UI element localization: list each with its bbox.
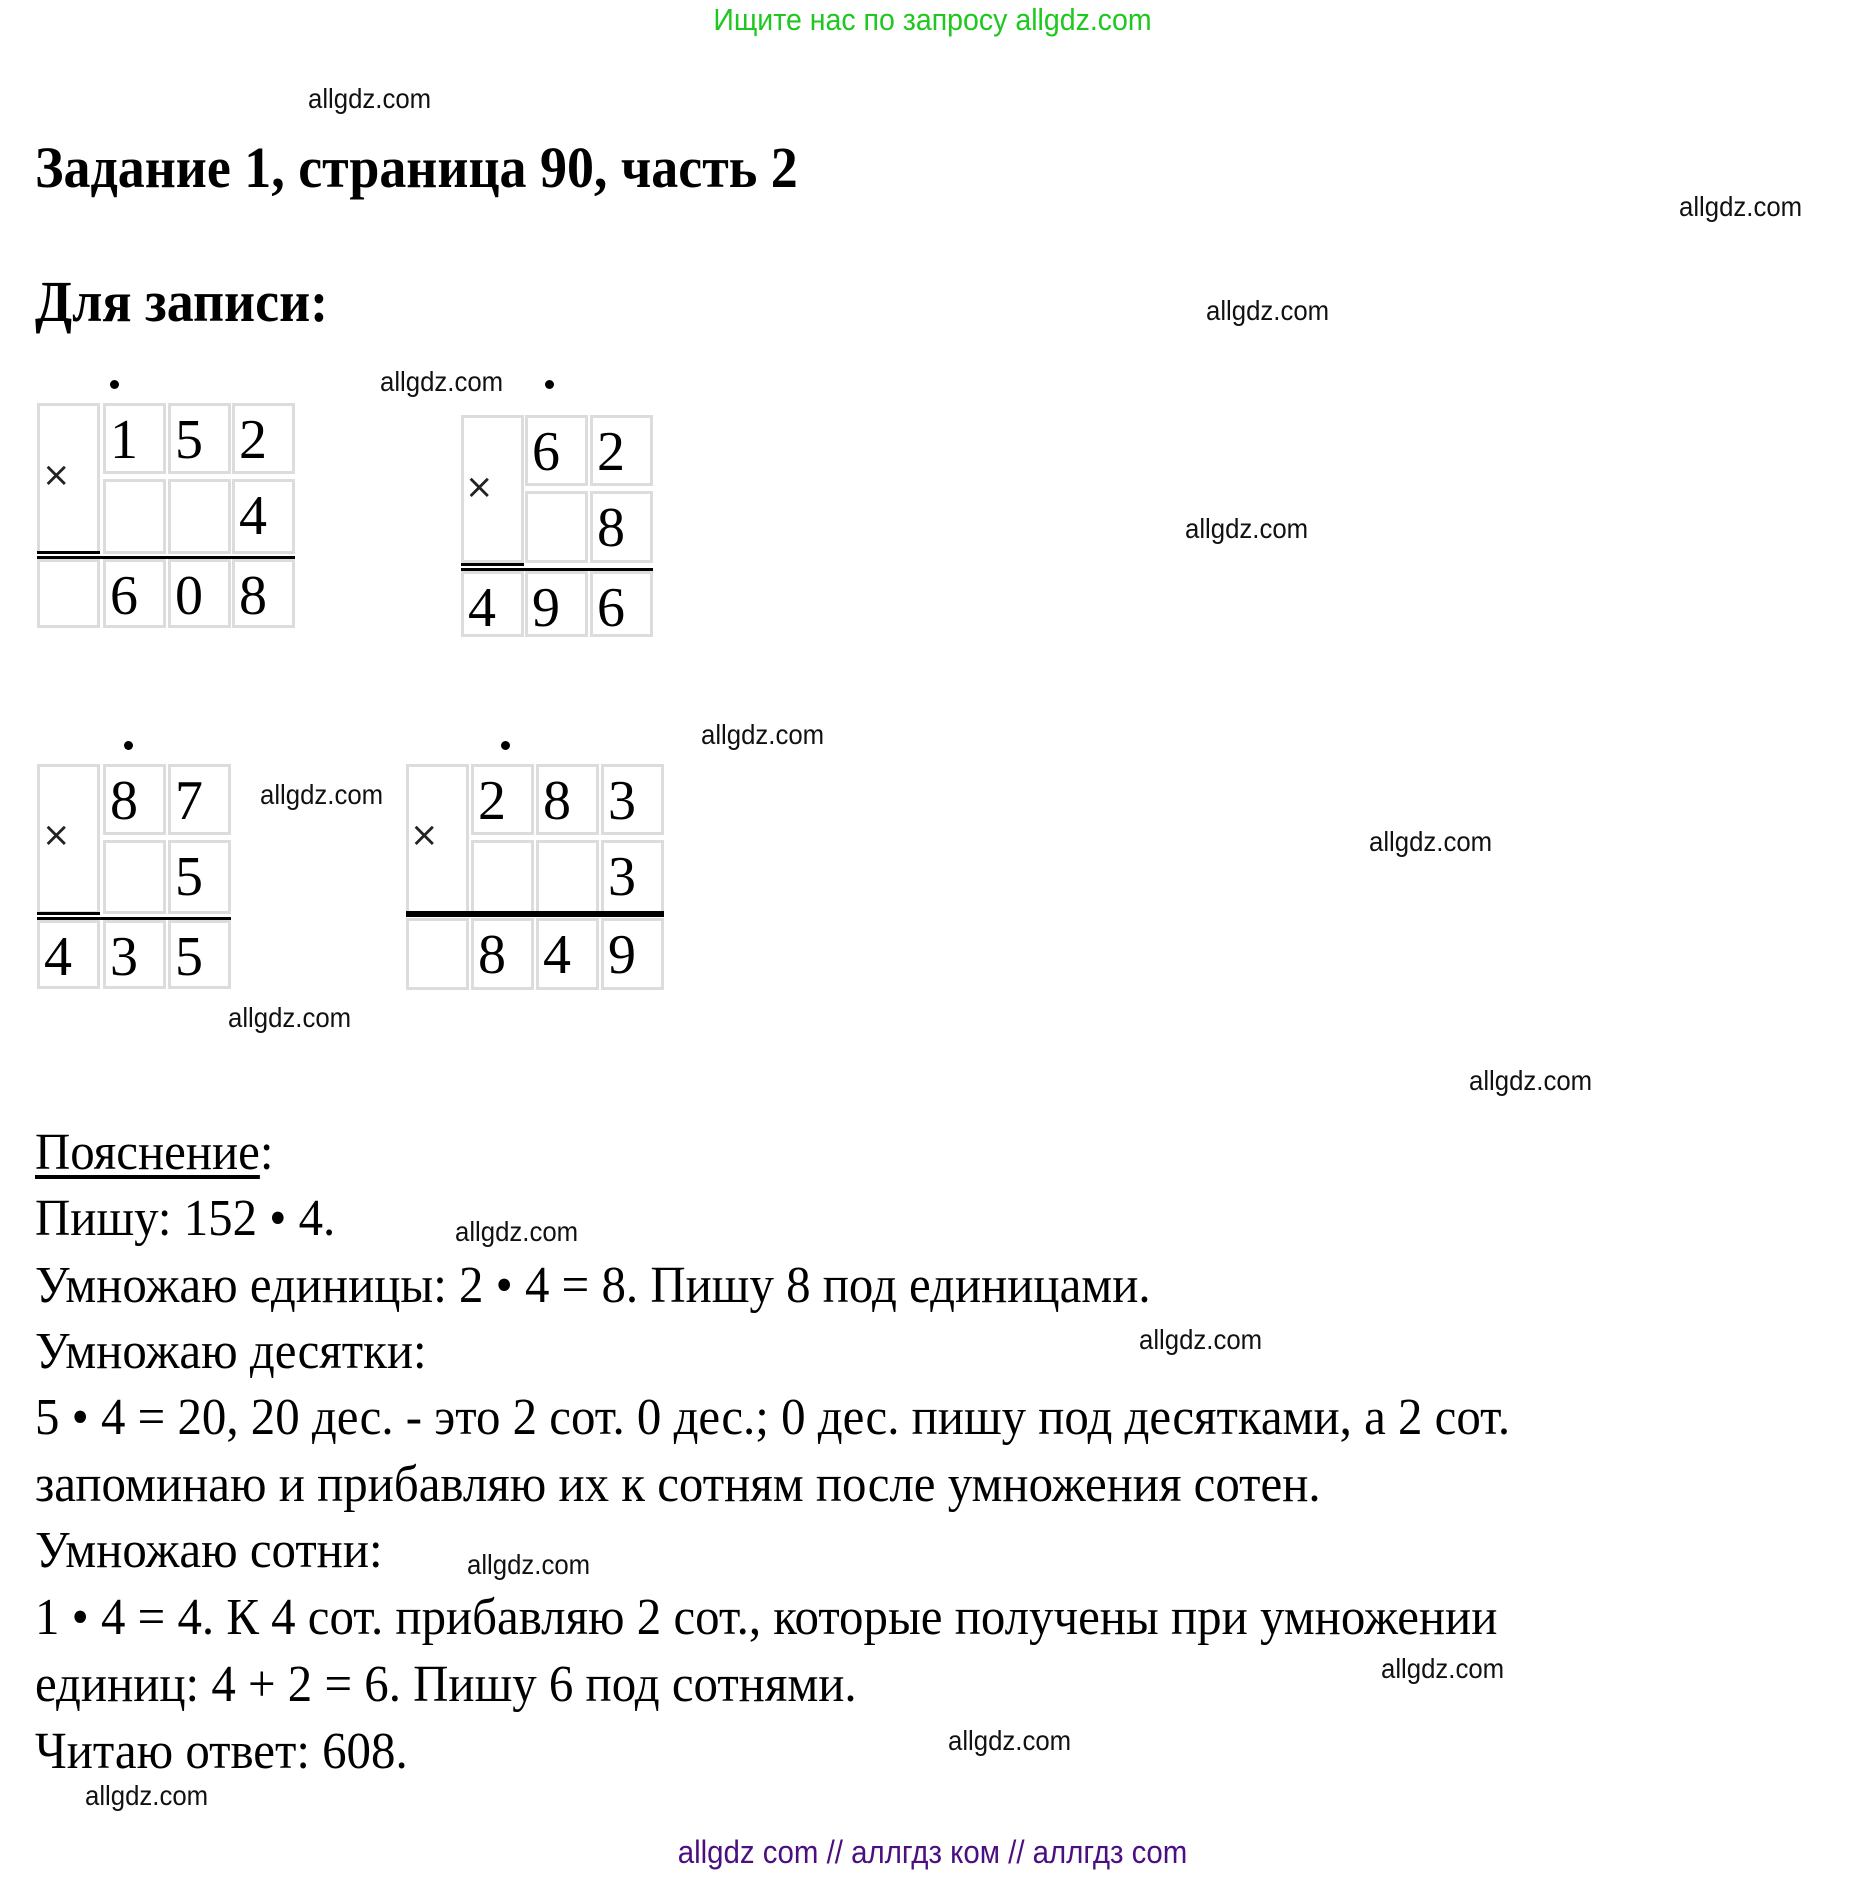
watermark: allgdz.com [85,1780,209,1811]
explanation-line: запоминаю и прибавляю их к сотням после умножения сотен. [35,1456,1321,1513]
digit-cell: 4 [37,920,100,989]
rule-line [37,551,100,554]
explanation-line: Умножаю сотни: [35,1522,383,1579]
multiply-icon: × [410,815,439,855]
watermark: allgdz.com [260,779,384,810]
section-heading: Для записи: [35,269,329,334]
digit-cell [406,918,469,990]
digit-cell: 6 [590,571,653,637]
digit-cell: 5 [168,840,231,914]
digit-cell: 4 [461,571,524,637]
explanation-heading-text: Пояснение [35,1124,260,1181]
digit-cell [103,479,166,554]
digit-cell: 8 [471,918,534,990]
watermark: allgdz.com [701,719,825,750]
digit-cell: 2 [232,403,295,474]
rule-line [37,912,100,915]
digit-cell: 4 [536,918,599,990]
watermark: allgdz.com [308,83,432,114]
explanation-line: 1 • 4 = 4. К 4 сот. прибавляю 2 сот., которые получены при умножении [35,1589,1498,1646]
explanation-line: Пишу: 152 • 4. [35,1190,336,1247]
carry-dot [110,380,119,389]
digit-cell: 3 [601,840,664,914]
digit-cell: 3 [103,920,166,989]
carry-dot [124,741,133,750]
digit-cell: 1 [103,403,166,474]
digit-cell: 4 [232,479,295,554]
watermark: allgdz.com [380,366,504,397]
multiply-icon: × [465,467,494,507]
explanation-line: Умножаю десятки: [35,1323,427,1380]
watermark: allgdz.com [1185,513,1309,544]
digit-cell: 6 [525,415,588,486]
promo-banner[interactable]: Ищите нас по запросу allgdz.com [713,2,1152,37]
digit-cell [525,491,588,563]
multiply-icon: × [42,815,71,855]
digit-cell: 9 [525,571,588,637]
multiply-icon: × [42,455,71,495]
explanation-line: 5 • 4 = 20, 20 дес. - это 2 сот. 0 дес.; 0 дес. пишу под десятками, а 2 сот. [35,1389,1511,1446]
digit-cell: 5 [168,920,231,989]
heading-colon: : [259,1124,274,1181]
digit-cell: 8 [232,559,295,628]
digit-cell: 8 [536,764,599,835]
digit-cell [168,479,231,554]
watermark: allgdz.com [1369,826,1493,857]
watermark: allgdz.com [455,1216,579,1247]
explanation-line: Читаю ответ: 608. [35,1723,408,1780]
watermark: allgdz.com [1679,191,1803,222]
footer-links[interactable]: allgdz com // аллгдз ком // аллгдз com [677,1834,1188,1870]
digit-cell [471,840,534,914]
watermark: allgdz.com [1469,1065,1593,1096]
digit-cell [37,559,100,628]
explanation-line: Умножаю единицы: 2 • 4 = 8. Пишу 8 под единицами. [35,1257,1151,1314]
digit-cell: 2 [471,764,534,835]
rule-line [406,911,664,917]
digit-cell: 8 [590,491,653,563]
watermark: allgdz.com [948,1725,1072,1756]
digit-cell: 7 [168,764,231,835]
explanation-heading [35,1122,273,1184]
digit-cell: 2 [590,415,653,486]
digit-cell [536,840,599,914]
carry-dot [501,741,510,750]
watermark: allgdz.com [467,1549,591,1580]
digit-cell: 5 [168,403,231,474]
rule-line [461,563,524,566]
watermark: allgdz.com [1206,295,1330,326]
digit-cell: 8 [103,764,166,835]
digit-cell: 3 [601,764,664,835]
watermark: allgdz.com [1139,1324,1263,1355]
carry-dot [545,380,554,389]
digit-cell: 6 [103,559,166,628]
explanation-line: единиц: 4 + 2 = 6. Пишу 6 под сотнями. [35,1656,857,1713]
watermark: allgdz.com [228,1002,352,1033]
digit-cell [103,840,166,914]
watermark: allgdz.com [1381,1653,1505,1684]
digit-cell: 9 [601,918,664,990]
page-title: Задание 1, страница 90, часть 2 [35,135,798,200]
digit-cell: 0 [168,559,231,628]
